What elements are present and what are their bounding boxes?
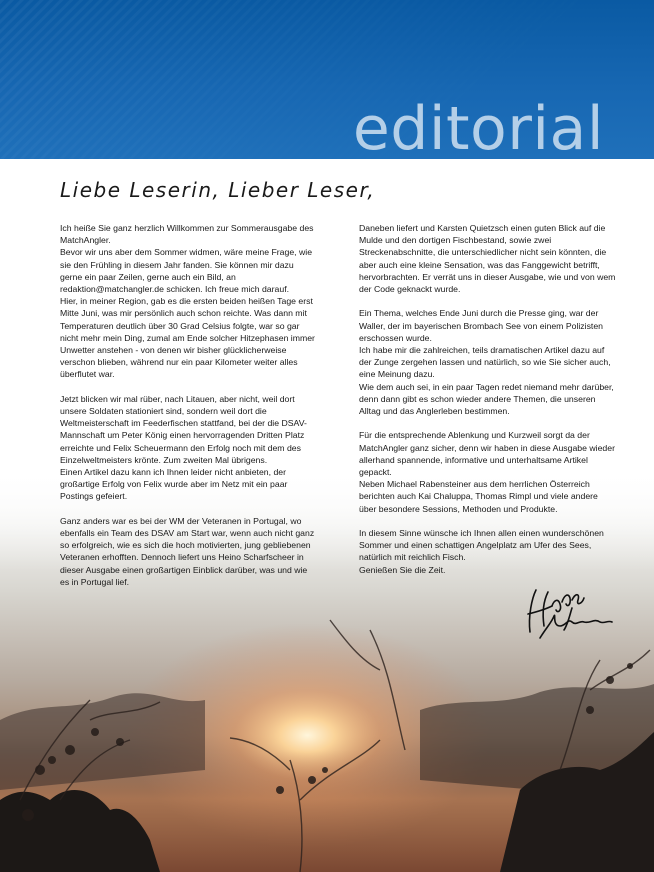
handwritten-signature — [524, 586, 614, 644]
paragraph: Ich heiße Sie ganz herzlich Willkommen zur Sommerausgabe des MatchAngler. Bevor wir uns aber dem Sommer widmen, wäre meine Frage, wie sie den Frühling in diesem Jahr fanden. Sie können mir dazu gerne ein paar Zeilen, gerne auch ein Bild, an redaktion@matchangler.de schicken. Ich freue mich darauf. Hier, in meiner Region, gab es die ersten beiden heißen Tage erst Mitte Juni, was mir persönlich auch schon reichte. Was dann mit Temperaturen deutlich über 30 Grad Celsius folgte, war so gar nicht mehr mein Ding, zumal am Ende solcher Hitzephasen immer Unwetter anstehen - von denen wir bisher glücklicherweise verschon blieben, während nur ein paar Kilometer weiter alles überflutet war. — [60, 223, 315, 380]
paragraph: Daneben liefert und Karsten Quietzsch einen guten Blick auf die Mulde und den dortigen Fischbestand, sowie zwei Streckenabschnitte, die unterschiedlicher nicht sein könnten, die aber auch eine kleine Sensation, was das Fanggewicht betrifft, hervorbrachten. Er verrät uns in dieser Ausgabe, wie und von wem der Code geknackt wurde. — [359, 223, 616, 295]
paragraph: In diesem Sinne wünsche ich Ihnen allen einen wunderschönen Sommer und einen schattigen Angelplatz am Ufer des Sees, natürlich mit reichlich Fisch. Genießen Sie die Zeit. — [359, 528, 604, 575]
paragraph: Ganz anders war es bei der WM der Veteranen in Portugal, wo ebenfalls ein Team des DSAV am Start war, wenn auch nicht ganz so erfolgreich, wie es sich die hoch motivierten, jung gebliebenen Veteranen erhofften. Dennoch liefert uns Heino Scharfscheer in dieser Ausgabe einen großartigen Einblick darüber, was und wie es in Portugal lief. — [60, 515, 315, 587]
paragraph: Für die entsprechende Ablenkung und Kurzweil sorgt da der MatchAngler ganz sicher, denn wir haben in diese Ausgabe wieder allerhand spannende, informative und unterhaltsame Artikel gepackt. Neben Michael Rabensteiner aus dem herrlichen Österreich berichten auch Kai Chaluppa, Thomas Rimpl und viele andere über besondere Sessions, Methoden und Produkte. — [359, 430, 615, 514]
article-column-left — [60, 222, 317, 600]
section-title: editorial — [352, 94, 604, 159]
greeting-heading: Liebe Leserin, Lieber Leser, — [60, 178, 376, 202]
header-banner — [0, 0, 654, 159]
paragraph: Ein Thema, welches Ende Juni durch die Presse ging, war der Waller, der im bayerischen Brombach See von einem Polizisten erschossen wurde. Ich habe mir die zahlreichen, teils dramatischen Artikel dazu auf der Zunge zergehen lassen und natürlich, so wie Sie sicher auch, eine Meinung dazu. Wie dem auch sei, in ein paar Tagen redet niemand mehr darüber, denn dann gibt es schon wieder andere Themen, die unseren Alltag und das Anglerleben bestimmen. — [359, 308, 614, 417]
paragraph: Jetzt blicken wir mal rüber, nach Litauen, aber nicht, weil dort unsere Soldaten stationiert sind, sondern weil dort die Weltmeisterschaft im Feederfischen stattfand, bei der die DSAV-Mannschaft um Peter König einen hervorragenden Dritten Platz erreichte und Felix Scheuermann den Erfolg noch mit dem des Einzelweltmeisters krönte. Zum zweiten Mal übrigens. Einen Artikel dazu kann ich Ihnen leider nicht anbieten, der großartige Erfolg von Felix wurde aber im Netz mit ein paar Postings gefeiert. — [60, 393, 307, 502]
article-column-right — [359, 222, 616, 588]
